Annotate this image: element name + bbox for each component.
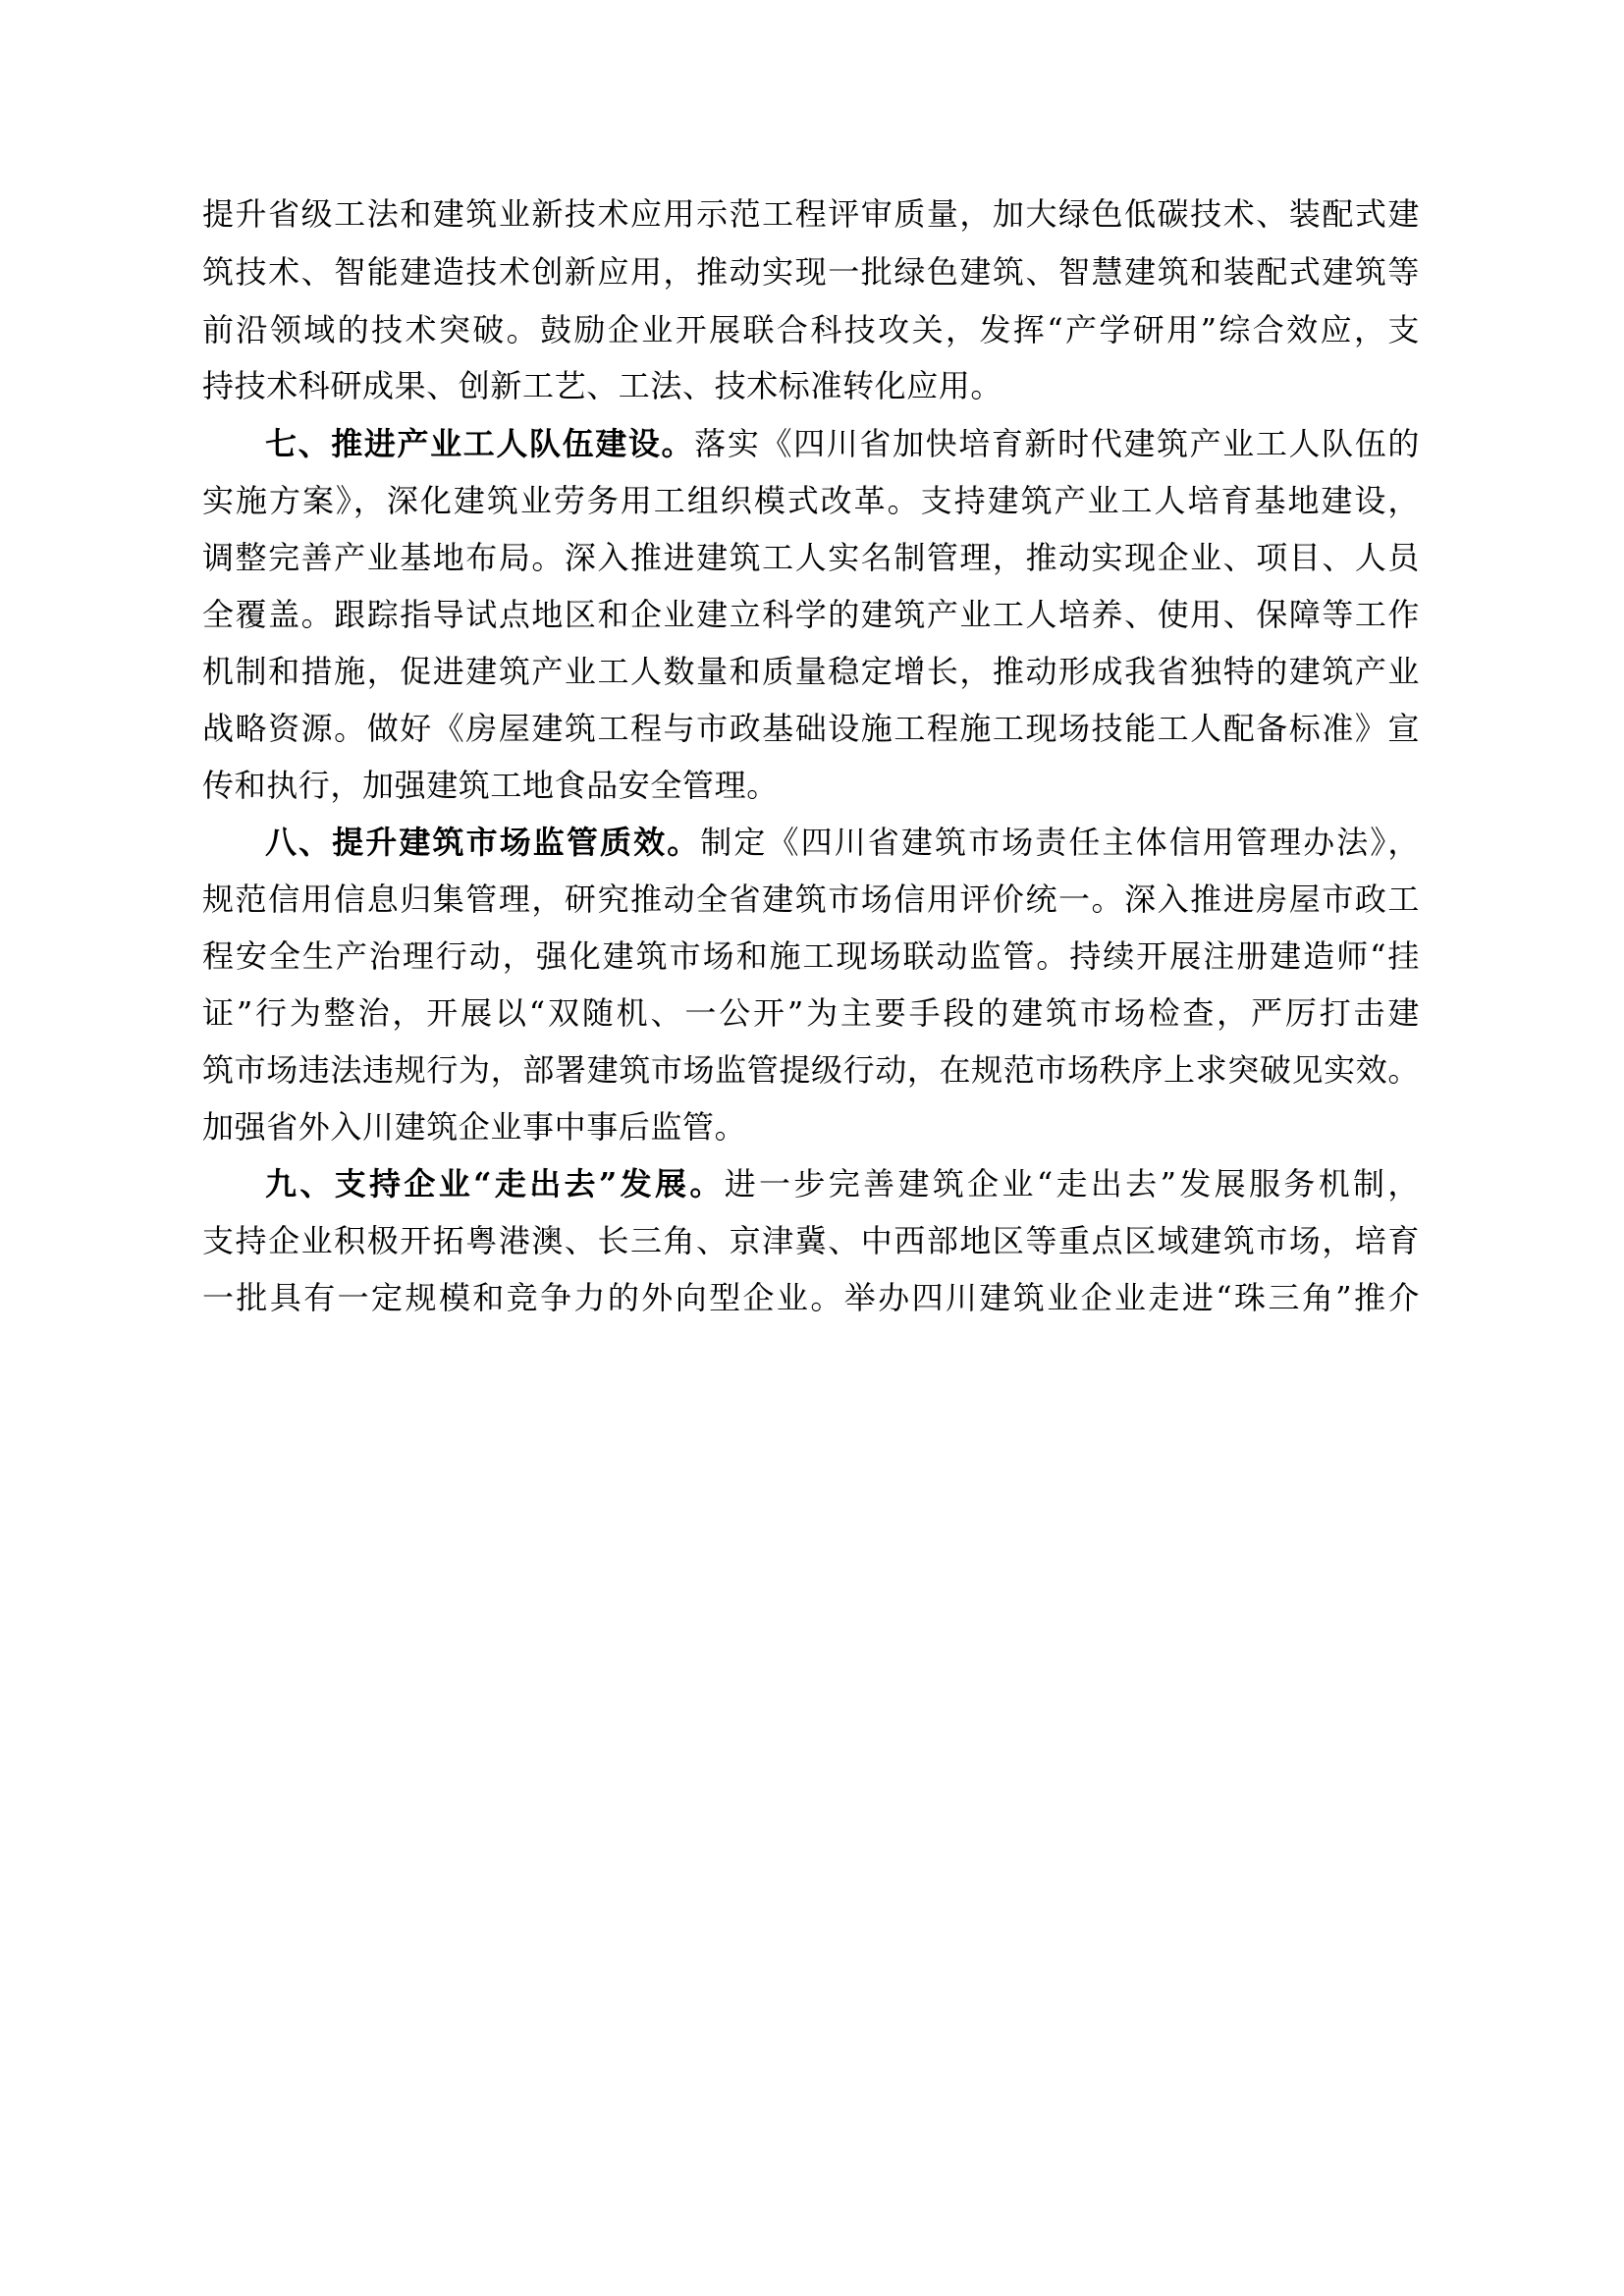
section-8-line-6: 加强省外入川建筑企业事中事后监管。: [202, 1108, 747, 1146]
section-9-first-line-rest: 进一步完善建筑企业“走出去”发展服务机制，: [724, 1165, 1420, 1202]
section-7-line-3: 调整完善产业基地布局。深入推进建筑工人实名制管理，推动实现企业、项目、人员: [202, 539, 1420, 576]
section-7-line-7: 传和执行，加强建筑工地食品安全管理。: [202, 767, 779, 804]
intro-line-3: 前沿领域的技术突破。鼓励企业开展联合科技攻关，发挥“产学研用”综合效应，支: [202, 311, 1420, 348]
section-7-first-line-rest: 落实《四川省加快培育新时代建筑产业工人队伍的: [694, 425, 1420, 462]
section-9-heading: 九、支持企业“走出去”发展。: [265, 1165, 725, 1202]
section-9-line-2: 支持企业积极开拓粤港澳、长三角、京津冀、中西部地区等重点区域建筑市场，培育: [202, 1222, 1420, 1259]
section-7-line-6: 战略资源。做好《房屋建筑工程与市政基础设施工程施工现场技能工人配备标准》宣: [202, 710, 1420, 747]
section-8-heading: 八、提升建筑市场监管质效。: [265, 824, 701, 861]
section-8-line-4: 证”行为整治，开展以“双随机、一公开”为主要手段的建筑市场检查，严厉打击建: [202, 994, 1420, 1032]
section-9-line-3: 一批具有一定规模和竞争力的外向型企业。举办四川建筑业企业走进“珠三角”推介: [202, 1279, 1420, 1316]
section-7-heading: 七、推进产业工人队伍建设。: [265, 425, 695, 462]
section-8-line-2: 规范信用信息归集管理，研究推动全省建筑市场信用评价统一。深入推进房屋市政工: [202, 881, 1420, 918]
intro-line-1: 提升省级工法和建筑业新技术应用示范工程评审质量，加大绿色低碳技术、装配式建: [202, 195, 1420, 233]
section-8-first-line: [265, 823, 1420, 862]
section-8-line-5: 筑市场违法违规行为，部署建筑市场监管提级行动，在规范市场秩序上求突破见实效。: [202, 1051, 1420, 1089]
section-7-line-2: 实施方案》，深化建筑业劳务用工组织模式改革。支持建筑产业工人培育基地建设，: [202, 482, 1420, 519]
section-8-line-3: 程安全生产治理行动，强化建筑市场和施工现场联动监管。持续开展注册建造师“挂: [202, 937, 1420, 975]
section-8-first-line-rest: 制定《四川省建筑市场责任主体信用管理办法》，: [700, 824, 1420, 861]
intro-line-2: 筑技术、智能建造技术创新应用，推动实现一批绿色建筑、智慧建筑和装配式建筑等: [202, 253, 1420, 291]
section-7-line-5: 机制和措施，促进建筑产业工人数量和质量稳定增长，推动形成我省独特的建筑产业: [202, 653, 1420, 690]
intro-line-4: 持技术科研成果、创新工艺、工法、技术标准转化应用。: [202, 367, 1003, 404]
section-7-first-line: [265, 424, 1420, 463]
section-7-line-4: 全覆盖。跟踪指导试点地区和企业建立科学的建筑产业工人培养、使用、保障等工作: [202, 596, 1420, 633]
section-9-first-line: [265, 1164, 1420, 1203]
